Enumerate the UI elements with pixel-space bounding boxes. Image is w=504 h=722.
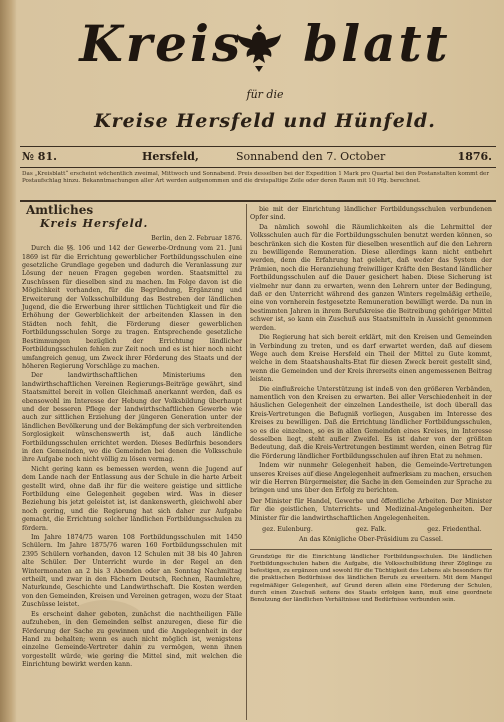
place-name: Hersfeld, (142, 150, 199, 163)
title-left: Kreis (79, 14, 244, 73)
divider (20, 146, 496, 147)
article-dateline: Berlin, den 2. Februar 1876. (151, 234, 242, 242)
dateline (22, 150, 492, 166)
addressee: An das Königliche Ober-Präsidium zu Cassel. (299, 536, 443, 544)
page-fold-shadow (0, 0, 16, 722)
paragraph: Die einflußreiche Unterstützung ist indeß von den größeren Verbänden, namentlich von den Kreisen zu erwarten. Bei aller Verschiedenheit in der häuslichen Gelegenheit der einzelnen Landestheile, ist doch überall das Kreis-Vertretungen die Befugniß vorliegen, Ausgaben im Interesse des Kreises zu bewilligen. Daß die Errichtung ländlicher Fortbildungsschulen, so es die einzelnen, so es in allen Gemeinden eines Kreises, im Interesse desselben liegt, steht außer Zweifel. Es ist daher von der größten Bedeutung, daß die Kreis-Vertretungen bestimmt werden, einen Betrag für die Förderung ländlicher Fortbildungsschulen auf ihren Etat zu nehmen. (250, 385, 492, 460)
paragraph: Indem wir nunmehr Gelegenheit haben, die Gemeinde-Vertretungen unseres Kreises auf diese Angelegenheit aufmerksam zu machen, ersuchen wir die Herren Bürgermeister, die Sache in den Gemeinden zur Sprache zu bringen und uns über den Erfolg zu berichten. (250, 462, 492, 495)
paragraph: Der landwirthschaftlichen Ministeriums den landwirthschaftlichen Vereinen Regierungs-Beiträge gewährt, sind Staatsmittel bereit in vollen Gleichmaß anerkannt werden, daß es ebensowohl im Interesse der Hebung der Volksbildung überhaupt und der besseren Pflege der landwirthschaftlichen Gewerbe wie auch zur sittlichen Erziehung der jüngeren Generation unter der ländlichen Bevölkerung und der Bekämpfung der sich verbreitenden Sorglosigkeit wünschenswerth ist, daß auch ländliche Fortbildungsschulen errichtet werden. Dieses Bedürfnis besonders in den Gemeinden, wo die Gemeinden bei denen die Volksschule ihre Aufgabe noch nicht völlig zu lösen vermag. (22, 372, 242, 464)
divider (20, 200, 496, 202)
title-right: blatt (303, 14, 451, 73)
masthead (40, 14, 490, 132)
masthead-subtitle-small: für die (246, 88, 284, 101)
subscription-info: Das „Kreisblatt“ erscheint wöchentlich zweimal, Mittwoch und Sonnabend. Preis desselben bei der Expedition 1 Mark pro Quartal bei den Postanstalten kommt der Postaufschlag hinzu. Bekanntmachungen aller Art werden aufgenommen und die dreispaltige Zeile oder deren Raum mit 10 Pfg. berechnet. (22, 171, 490, 185)
signature: gez. Friedenthal. (427, 526, 482, 534)
section-heading: Kreis Hersfeld. (40, 217, 149, 231)
paragraph: Es erscheint daher geboten, zunächst die nachtheiligen Fälle aufzuheben, in den Gemeinden selbst anzuregen, diese für die Förderung der Sache zu gewinnen und die Angelegenheit in der Hand zu behalten; wenn es auch nicht möglich ist, wenigstens einzelne Gemeinde-Vertreter dahin zu vermögen, wenn ihnen vorgestellt würde, wie gering die Mittel sind, mit welchen die Einrichtung bewirkt werden kann. (22, 610, 242, 669)
paragraph: Durch die §§. 106 und 142 der Gewerbe-Ordnung vom 21. Juni 1869 ist für die Errichtung gewerblicher Fortbildungsschulen eine gesetzliche Grundlage gegeben und dadurch die Veranlassung zur Lösung der neuen Fragen gegeben worden. Staatsmittel zu Zuschüssen für dieselben sind zu machen. Im Folge davon ist die Möglichkeit vorhanden, für die Begründung, Ergänzung und Erweiterung der Volksschulbildung das Bestreben der ländlichen Jugend, die die Erwerbung ihrer sittlichen Tüchtigkeit und für die Erhöhung der Gewerblichkeit der arbeitenden Klassen in den Städten noch fehlt, die Förderung dieser gewerblichen Fortbildungsschulen Sorge zu tragen. Entsprechende gesetzliche Bestimmungen bezüglich der Errichtung ländlicher Fortbildungsschulen fehlen zur Zeit noch und es ist hier noch nicht umfangreich genug, um Zweck ihrer Förderung des Staats und der höheren Regierung Vorschläge zu machen. (22, 245, 242, 370)
masthead-subtitle-large: Kreise Hersfeld und Hünfeld. (94, 110, 436, 132)
eagle-crest-icon (235, 20, 283, 74)
closing-ministers: Der Minister für Handel, Gewerbe und öffentliche Arbeiten. Der Minister für die geistlichen, Unterrichts- und Medizinal-Angelegenheiten. Der Minister für die landwirthschaftlichen Angelegenheiten. (250, 497, 492, 522)
column-divider (246, 204, 247, 720)
signature-row (250, 526, 492, 534)
paragraph: Nicht gering kann es bemessen werden, wenn die Jugend auf dem Lande nach der Entlassung aus der Schule in die harte Arbeit gestellt wird, ohne daß ihr für die weitere geistige und sittliche Fortbildung eine Gelegenheit gegeben wird. Was in dieser Beziehung bis jetzt geleistet ist, ist dankenswerth, gleichwohl aber noch gering, und die Regierung hat sich daher zur Aufgabe gemacht, die Errichtung solcher ländlichen Fortbildungsschulen zu fördern. (22, 465, 242, 532)
paragraph: Im Jahre 1874/75 waren 108 Fortbildungsschulen mit 1450 Schülern. Im Jahre 1875/76 waren 160 Fortbildungsschulen mit 2395 Schülern vorhanden, davon 12 Schulen mit 38 bis 40 Jahren alte Schüler. Der Unterricht wurde in der Regel an den Wintermonaten an 2 bis 3 Abenden oder an Sonntag Nachmittag ertheilt, und zwar in den Fächern Deutsch, Rechnen, Raumlehre, Naturkunde, Geschichte und Landwirthschaft. Die Kosten werden von den Gemeinden, Kreisen und Vereinen getragen, wozu der Staat Zuschüsse leistet. (22, 534, 242, 609)
issue-date: Sonnabend den 7. October (236, 150, 386, 163)
signature: gez. Eulenburg. (262, 526, 313, 534)
divider (20, 167, 496, 168)
divider (250, 549, 492, 550)
right-column (250, 206, 492, 604)
left-column (22, 203, 242, 671)
signature: gez. Falk. (355, 526, 387, 534)
issue-year: 1876. (457, 150, 492, 163)
section-title: Amtliches (26, 203, 94, 217)
footnote: Grundzüge für die Einrichtung ländlicher Fortbildungsschulen. Die ländlichen Fortbildungsschulen haben die Aufgabe, die Volksschulbildung ihrer Zöglinge zu befestigen, zu ergänzen und sowohl für die Tüchtigkeit des Lebens als besonders für die praktischen Bedürfnisse des ländlichen Berufs zu erweitern. Mit dem Mangel regelmäßiger Gelegenheit, auf Grund deren allein eine Förderung der Schulen, durch einen Zuschuß seitens des Staats erfolgen kann, muß eine geordnete Benutzung der ländlichen Verhältnisse und Bedürfnisse verbunden sein. (250, 553, 492, 604)
paragraph: bie mit der Einrichtung ländlicher Fortbildungsschulen verbundenen Opfer sind. (250, 206, 492, 222)
paragraph: Die Regierung hat sich bereit erklärt, mit den Kreisen und Gemeinden in Verbindung zu treten, und es darf erwartet werden, daß auf diesem Wege auch dem Kreise Hersfeld ein Theil der Mittel zu Gute kommt, welche in dem Staatshaushalts-Etat für diesen Zweck bereit gestellt sind, wenn die Gemeinden und der Kreis ihrerseits einen angemessenen Beitrag leisten. (250, 334, 492, 384)
issue-number: № 81. (22, 150, 57, 163)
paragraph: Da nämlich sowohl die Räumlichkeiten als die Lehrmittel der Volksschulen auch für die Fortbildungsschulen benutzt werden können, so beschränken sich die Kosten für dieselben wesentlich auf die den Lehrern zu bewilligende Remuneration. Diese allerdings kann nicht entbehrt werden, denn die Erfahrung hat gelehrt, daß weder das System der Prämien, noch die Heranziehung freiwilliger Kräfte den Bestand ländlicher Fortbildungsschulen auf die Dauer gesichert haben. Diese Sicherung ist vielmehr nur dann zu erwarten, wenn den Lehrern unter der Bedingung, daß er den Unterricht während des ganzen Winters regelmäßig ertheile, eine von vornherein festgesetzte Remuneration bewilligt werde. Da nun in bestimmten Jahren in ihrem Berufskreise die Beitreibung gehöriger Mittel schwer ist, so kann ein Zuschuß aus Staatsmitteln in Aussicht genommen werden. (250, 223, 492, 332)
